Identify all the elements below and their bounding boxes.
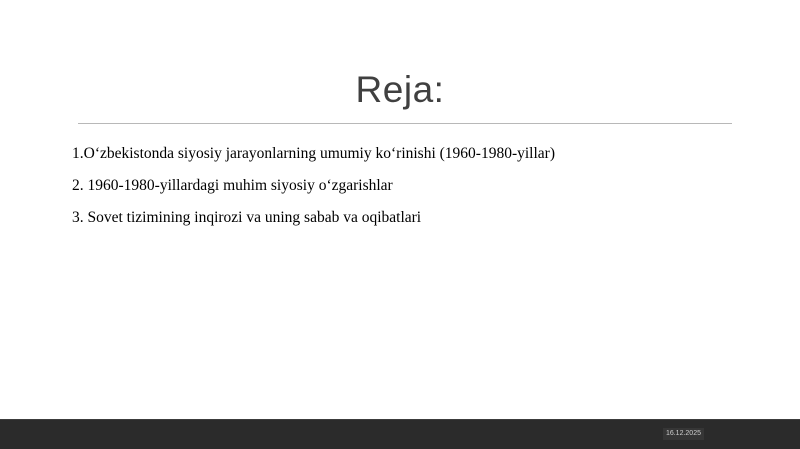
taskbar [0, 419, 800, 449]
plan-list [72, 143, 732, 239]
title-divider [78, 123, 732, 124]
plan-item-1: 1.O‘zbekistonda siyosiy jarayonlarning umumiy ko‘rinishi (1960-1980-yillar) [72, 145, 555, 162]
plan-item-3: 3. Sovet tizimining inqirozi va uning sabab va oqibatlari [72, 209, 422, 226]
slide-title: Reja: [355, 69, 445, 110]
taskbar-date[interactable]: 16.12.2025 [663, 428, 704, 440]
plan-item-2: 2. 1960-1980-yillardagi muhim siyosiy o‘zgarishlar [72, 177, 393, 194]
